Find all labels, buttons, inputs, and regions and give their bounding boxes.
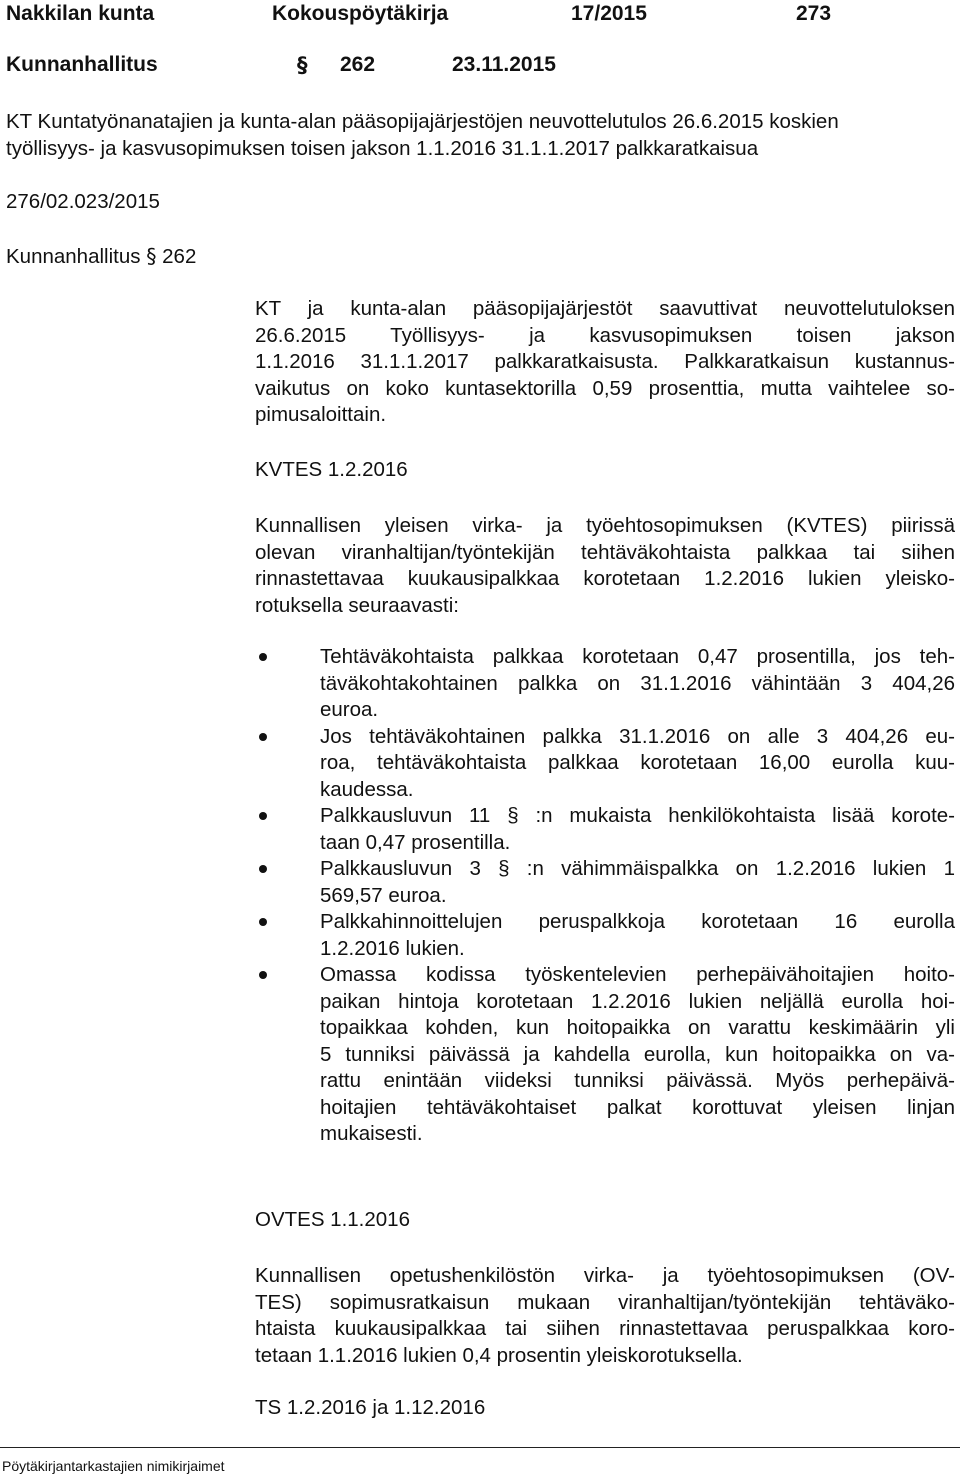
bullet-icon [259,865,267,873]
ovtes-line: tetaan 1.1.2016 lukien 0,4 prosentin yleiskorotuksella. [255,1343,743,1367]
ovtes-paragraph [255,1263,955,1369]
section-mark-icon: § [297,53,308,77]
list-item-line: taan 0,47 prosentilla. [320,830,511,854]
ovtes-line: TES) sopimusratkaisun mukaan viranhaltijan/työntekijän tehtäväko- [255,1290,955,1314]
subject-title-line-2: työllisyys- ja kasvusopimuksen toisen jakson 1.1.2016 31.1.1.2017 palkkaratkaisua [6,137,759,160]
list-item-line: Jos tehtäväkohtainen palkka 31.1.2016 on alle 3 404,26 eu- [320,724,955,748]
list-item-line: 5 tunniksi päivässä ja kahdella eurolla, kun hoitopaikka on va- [320,1042,955,1066]
intro-line: pimusaloittain. [255,403,387,426]
ovtes-heading: OVTES 1.1.2016 [255,1208,410,1231]
list-item-line: kaudessa. [320,777,414,801]
document-type: Kokouspöytäkirja [272,2,449,25]
list-item-line: topaikkaa kohden, kun hoitopaikka on varattu keskimäärin yli [320,1016,955,1039]
kvtes-line: rotuksella seuraavasti: [255,593,459,617]
kvtes-heading: KVTES 1.2.2016 [255,458,408,481]
intro-line: 26.6.2015 Työllisyys- ja kasvusopimuksen toisen jakson [255,323,955,347]
meeting-number: 17/2015 [571,2,647,25]
list-item-line: Palkkausluvun 3 § :n vähimmäispalkka on 1.2.2016 lukien 1 [320,857,955,880]
list-item [255,724,955,804]
handler-section-number: 262 [162,245,197,268]
list-item-line: 1.2.2016 lukien. [320,936,465,960]
signatures-label: Pöytäkirjantarkastajien nimikirjaimet [2,1458,225,1474]
municipality-name: Nakkilan kunta [6,2,155,25]
ovtes-line: Kunnallisen opetushenkilöstön virka- ja työehtosopimuksen (OV- [255,1264,955,1287]
list-item-line: paikan hintoja korotetaan 1.2.2016 lukien neljällä eurolla hoi- [320,989,955,1013]
record-number: 276/02.023/2015 [6,190,160,213]
list-item [255,803,955,856]
section-number: 262 [340,53,376,76]
list-item-line: hoitajien tehtäväkohtaiset palkat korottuvat yleisen linjan [320,1095,955,1119]
list-item-line: mukaisesti. [320,1122,423,1145]
list-item-line: Palkkausluvun 11 § :n mukaista henkilökohtaista lisää korote- [320,804,955,827]
kvtes-bullet-list [255,644,955,1148]
list-item-line: 569,57 euroa. [320,883,447,907]
ovtes-line: htaista kuukausipalkkaa tai siihen rinnastettavaa peruspalkkaa koro- [255,1317,955,1340]
kvtes-line: olevan viranhaltijan/työntekijän tehtäväkohtaista palkkaa tai siihen [255,540,955,564]
intro-line: KT ja kunta-alan pääsopijajärjestöt saavuttivat neuvottelutuloksen [255,297,955,320]
list-item [255,962,955,1148]
bullet-icon [259,812,267,820]
list-item-line: Palkkahinnoittelujen peruspalkkoja korotetaan 16 eurolla [320,910,955,933]
kvtes-line: Kunnallisen yleisen virka- ja työehtosopimuksen (KVTES) piirissä [255,514,955,537]
list-item-line: Omassa kodissa työskentelevien perhepäivähoitajien hoito- [320,963,955,986]
list-item-line: rattu enintään viideksi tunniksi päivässä. Myös perhepäivä- [320,1069,955,1092]
bullet-icon [259,918,267,926]
intro-line: 1.1.2016 31.1.1.2017 palkkaratkaisusta. Palkkaratkaisun kustannus- [255,350,955,373]
subject-title-line-1: KT Kuntatyönanatajien ja kunta-alan pääsopijajärjestöjen neuvottelutulos 26.6.2015 koskien [6,110,839,133]
footer-divider [0,1447,960,1448]
governing-body: Kunnanhallitus [6,53,158,76]
handler-line [6,244,196,269]
bullet-icon [259,653,267,661]
list-item [255,856,955,909]
section-mark-icon: § [146,244,157,268]
bullet-icon [259,733,267,741]
list-item-line: euroa. [320,698,379,721]
kvtes-line: rinnastettavaa kuukausipalkkaa korotetaan 1.2.2016 lukien yleisko- [255,567,955,590]
list-item [255,909,955,962]
handler-name: Kunnanhallitus [6,245,141,268]
intro-paragraph [255,296,955,429]
bullet-icon [259,971,267,979]
meeting-date: 23.11.2015 [452,53,556,76]
list-item-line: Tehtäväkohtaista palkkaa korotetaan 0,47 prosentilla, jos teh- [320,645,955,668]
list-item-line: roa, tehtäväkohtaista palkkaa korotetaan 16,00 eurolla kuu- [320,751,955,774]
ts-heading: TS 1.2.2016 ja 1.12.2016 [255,1396,486,1419]
kvtes-paragraph [255,513,955,619]
intro-line: vaikutus on koko kuntasektorilla 0,59 prosenttia, mutta vaihtelee so- [255,376,955,400]
list-item-line: täväkohtakohtainen palkka on 31.1.2016 vähintään 3 404,26 [320,671,955,695]
list-item [255,644,955,724]
page-number: 273 [796,2,832,25]
